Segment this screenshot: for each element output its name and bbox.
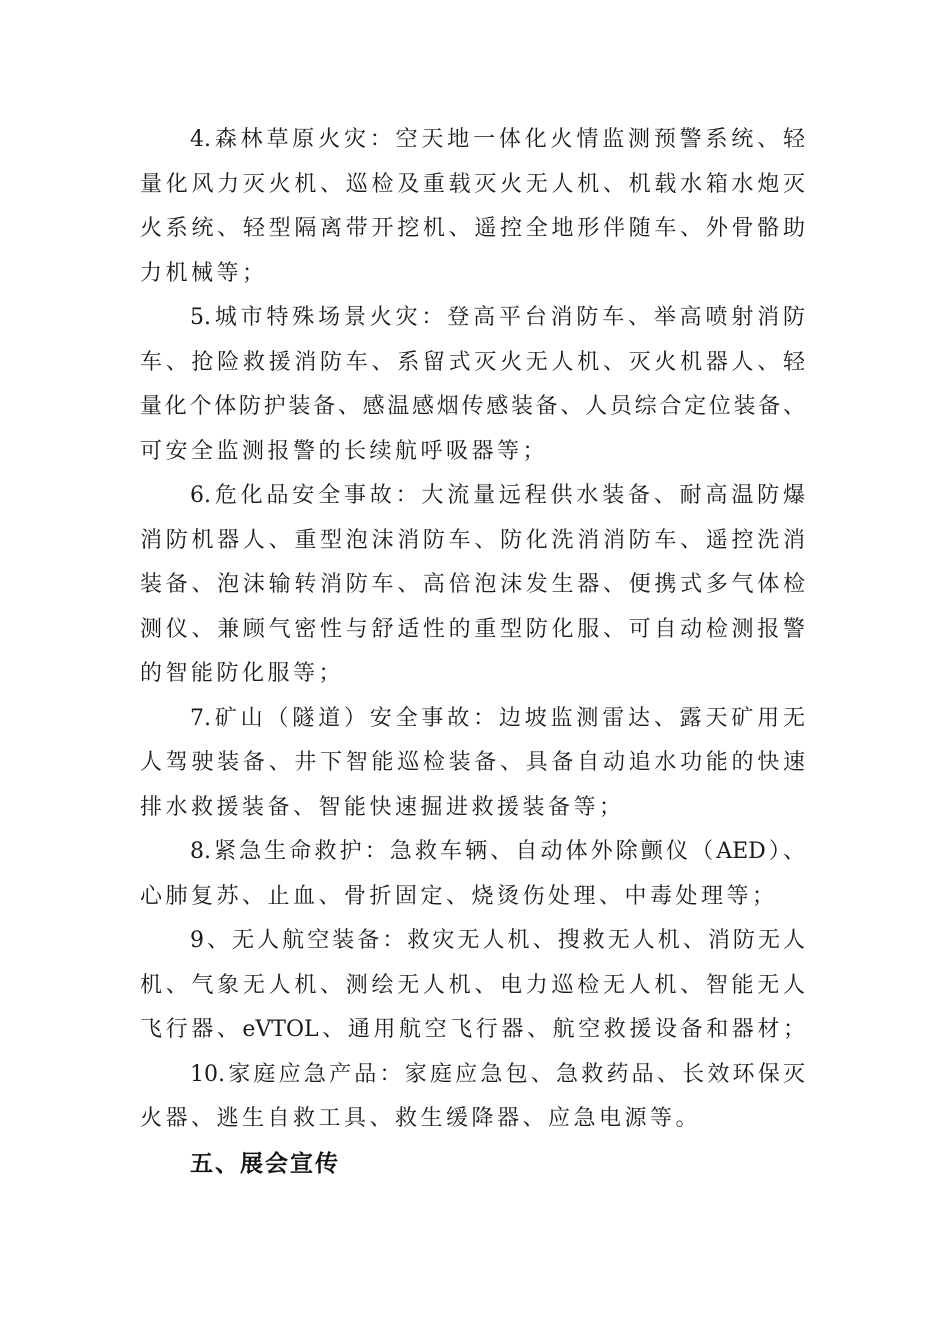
paragraph-mine-tunnel [140,697,805,831]
text-line: 6.危化品安全事故：大流量远程供水装备、耐高温防爆 [190,483,805,508]
text-line: 7.矿山（隧道）安全事故：边坡监测雷达、露天矿用无 [190,705,805,731]
text-line: 10.家庭应急产品：家庭应急包、急救药品、长效环保灭 [190,1061,805,1087]
paragraph-urban-special-fire [140,296,805,474]
paragraph-hazardous-chemicals [140,474,805,697]
text-line: 火系统、轻型隔离带开挖机、遥控全地形伴随车、外骨骼助 [140,216,805,241]
text-line: 量化风力灭火机、巡检及重载灭火无人机、机载水箱水炮灭 [140,171,805,197]
text-line: 量化个体防护装备、感温感烟传感装备、人员综合定位装备、 [140,394,805,419]
paragraph-forest-grassland-fire [140,118,805,296]
text-line: 飞行器、eVTOL、通用航空飞行器、航空救援设备和器材； [140,1017,805,1042]
text-line: 测仪、兼顾气密性与舒适性的重型防化服、可自动检测报警 [140,616,805,642]
text-line: 5.城市特殊场景火灾：登高平台消防车、举高喷射消防 [190,305,805,330]
text-line: 的智能防化服等； [140,661,345,686]
text-line: 9、无人航空装备：救灾无人机、搜救无人机、消防无人 [190,928,805,953]
text-line: 车、抢险救援消防车、系留式灭火无人机、灭火机器人、轻 [140,349,805,375]
text-line: 排水救援装备、智能快速掘进救援装备等； [140,794,625,820]
text-line: 可安全监测报警的长续航呼吸器等； [140,438,549,464]
paragraph-household-emergency [140,1053,805,1142]
text-line: 力机械等； [140,260,268,286]
text-line: 火器、逃生自救工具、救生缓降器、应急电源等。 [140,1106,702,1131]
text-line: 4.森林草原火灾：空天地一体化火情监测预警系统、轻 [190,127,805,152]
document-body [140,118,805,1186]
text-line: 8.紧急生命救护：急救车辆、自动体外除颤仪（AED）、 [190,839,805,864]
text-line: 人驾驶装备、井下智能巡检装备、具备自动追水功能的快速 [140,750,805,775]
section-heading: 五、展会宣传 [190,1150,340,1177]
text-line: 消防机器人、重型泡沫消防车、防化洗消消防车、遥控洗消 [140,527,805,553]
text-line: 装备、泡沫输转消防车、高倍泡沫发生器、便携式多气体检 [140,572,805,597]
paragraph-emergency-life-rescue [140,830,805,919]
text-line: 机、气象无人机、测绘无人机、电力巡检无人机、智能无人 [140,972,805,998]
paragraph-unmanned-aviation [140,919,805,1053]
text-line: 心肺复苏、止血、骨折固定、烧烫伤处理、中毒处理等； [140,883,778,909]
